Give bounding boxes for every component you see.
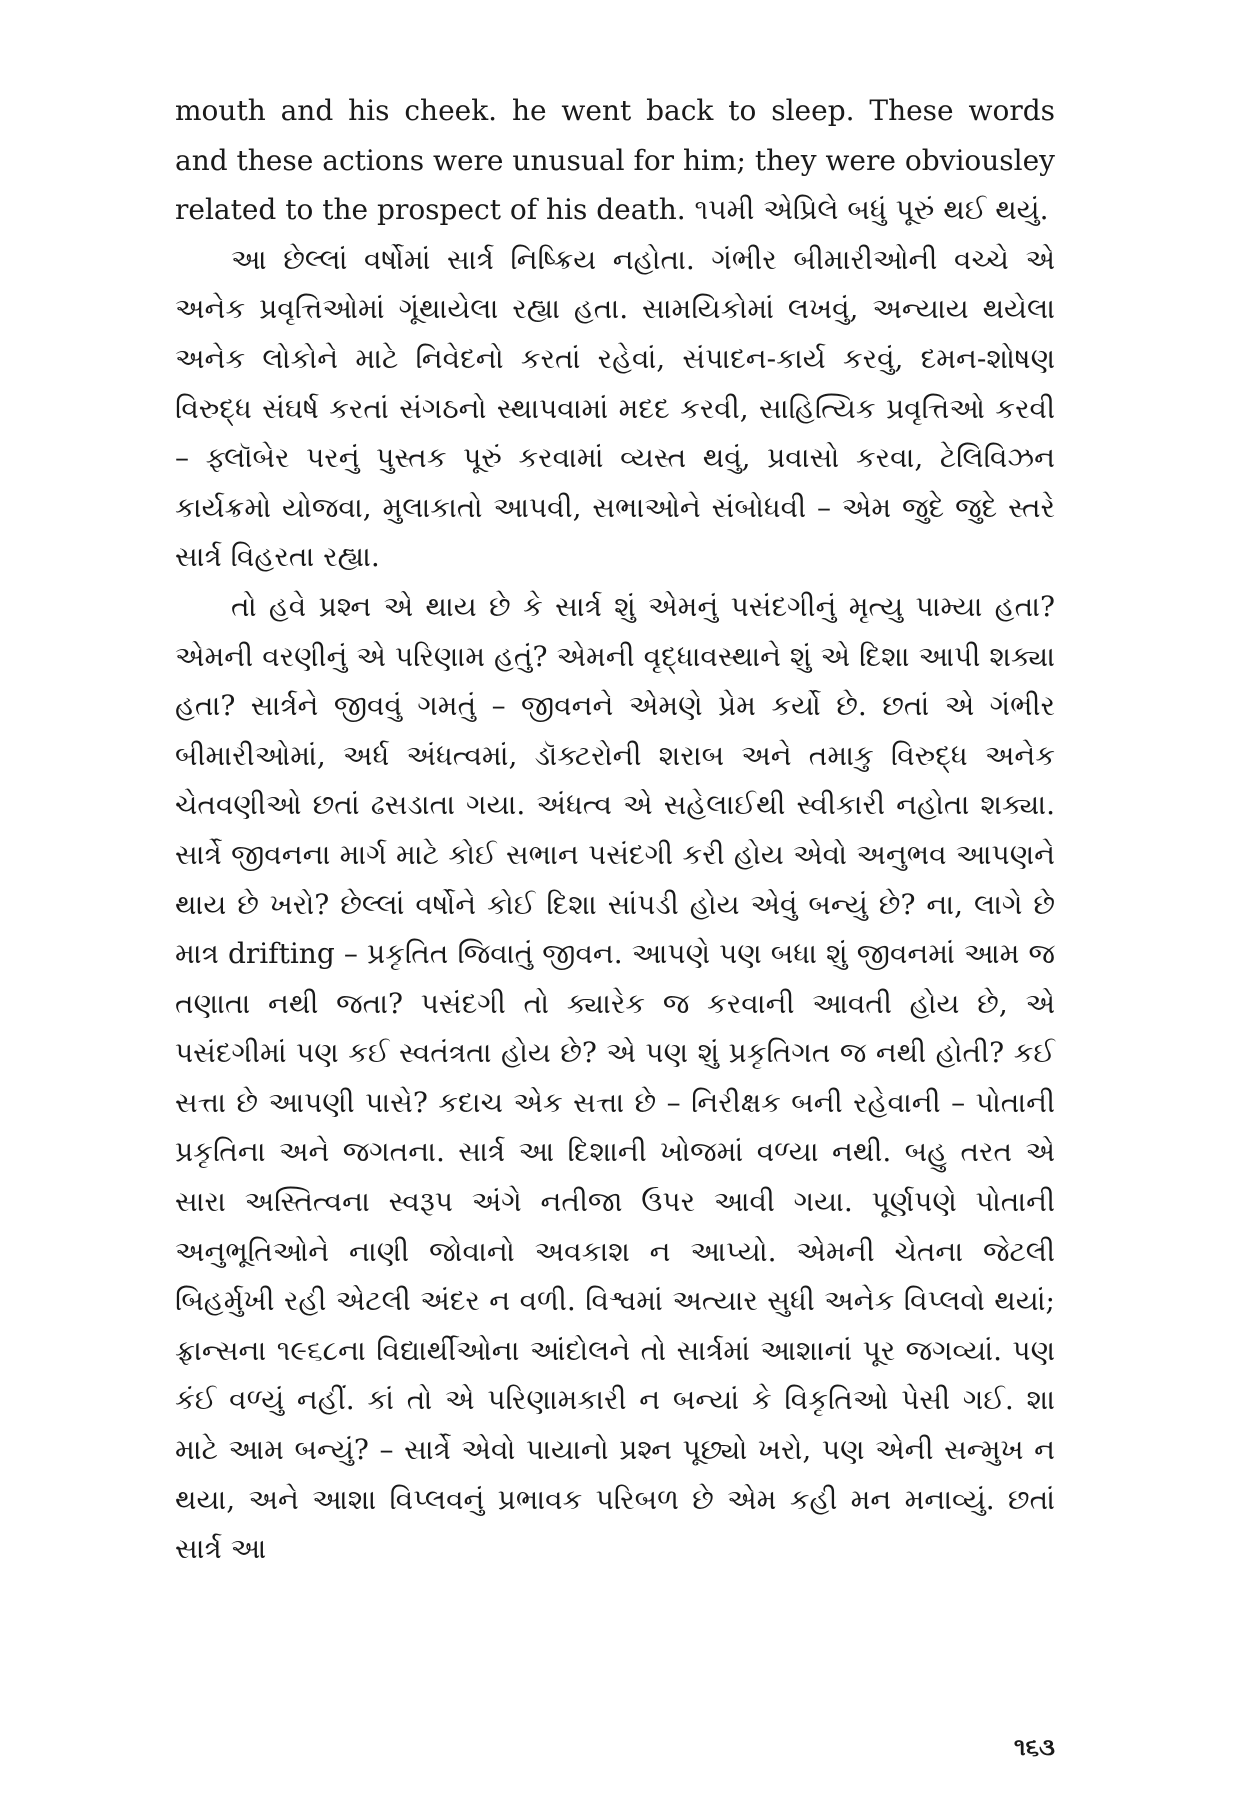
paragraph-sartre-activities: આ છેલ્લાં વર્ષોમાં સાર્ત્ર નિષ્ક્રિય નહોતા. ગંભીર બીમારીઓની વચ્ચે એ અનેક પ્રવૃત્તિઓમાં ગૂંથાયેલા રહ્યા હતા. સામયિકોમાં લખવું, અન્યાય થયેલા અનેક લોકોને માટે નિવેદનો કરતાં રહેવાં, સંપાદન-કાર્ય કરવું, દમન-શોષણ વિરુદ્ધ સંઘર્ષ કરતાં સંગઠનો સ્થાપવામાં મદદ કરવી, સાહિત્યિક પ્રવૃત્તિઓ કરવી – ફ્લૉબેર પરનું પુસ્તક પૂરું કરવામાં વ્યસ્ત થવું, પ્રવાસો કરવા, ટેલિવિઝન કાર્યક્રમો યોજવા, મુલાકાતો આપવી, સભાઓને સંબોધવી – એમ જુદે જુદે સ્તરે સાર્ત્ર વિહરતા રહ્યા. [175, 242, 1055, 574]
paragraph-sartre-choice: તો હવે પ્રશ્ન એ થાય છે કે સાર્ત્ર શું એમનું પસંદગીનું મૃત્યુ પામ્યા હતા? એમની વરણીનું એ પરિણામ હતું? એમની વૃદ્ધાવસ્થાને શું એ દિશા આપી શક્યા હતા? સાર્ત્રને જીવવું ગમતું – જીવનને એમણે પ્રેમ કર્યો છે. છતાં એ ગંભીર બીમારીઓમાં, અર્ધ અંધત્વમાં, ડૉક્ટરોની શરાબ અને તમાકુ વિરુદ્ધ અનેક ચેતવણીઓ છતાં ઢસડાતા ગયા. અંધત્વ એ સહેલાઈથી સ્વીકારી નહોતા શક્યા. સાર્ત્રે જીવનના માર્ગ માટે કોઈ સભાન પસંદગી કરી હોય એવો અનુભવ આપણને થાય છે ખરો? છેલ્લાં વર્ષોને કોઈ દિશા સાંપડી હોય એવું બન્યું છે? ના, લાગે છે માત્ર drifting – પ્રકૃતિત જિવાતું જીવન. આપણે પણ બધા શું જીવનમાં આમ જ તણાતા નથી જતા? પસંદગી તો ક્યારેક જ કરવાની આવતી હોય છે, એ પસંદગીમાં પણ કઈ સ્વતંત્રતા હોય છે? એ પણ શું પ્રકૃતિગત જ નથી હોતી? કઈ સત્તા છે આપણી પાસે? કદાચ એક સત્તા છે – નિરીક્ષક બની રહેવાની – પોતાની પ્રકૃતિના અને જગતના. સાર્ત્ર આ દિશાની ખોજમાં વળ્યા નથી. બહુ તરત એ સારા અસ્તિત્વના સ્વરૂપ અંગે નતીજા ઉપર આવી ગયા. પૂર્ણપણે પોતાની અનુભૂતિઓને નાણી જોવાનો અવકાશ ન આપ્યો. એમની ચેતના જેટલી બિહર્મુખી રહી એટલી અંદર ન વળી. વિશ્વમાં અત્યાર સુધી અનેક વિપ્લવો થયાં; ફ્રાન્સના ૧૯૬૮ના વિદ્યાર્થીઓના આંદોલને તો સાર્ત્રમાં આશાનાં પૂર જગવ્યાં. પણ કંઈ વળ્યું નહીં. કાં તો એ પરિણામકારી ન બન્યાં કે વિકૃતિઓ પેસી ગઈ. શા માટે આમ બન્યું? – સાર્ત્રે એવો પાયાનો પ્રશ્ન પૂછ્યો ખરો, પણ એની સન્મુખ ન થયા, અને આશા વિપ્લવનું પ્રભાવક પરિબળ છે એમ કહી મન મનાવ્યું. છતાં સાર્ત્ર આ [175, 589, 1055, 1566]
page-number: ૧૬૩ [1013, 1732, 1055, 1761]
paragraph-continuation: mouth and his cheek. he went back to sleep. These words and these actions were unusual for him; they were obviousley related to the prospect of his death. ૧૫મી એપ્રિલે બધું પૂરું થઈ થયું. [175, 94, 1055, 227]
body-text [175, 86, 1055, 1574]
